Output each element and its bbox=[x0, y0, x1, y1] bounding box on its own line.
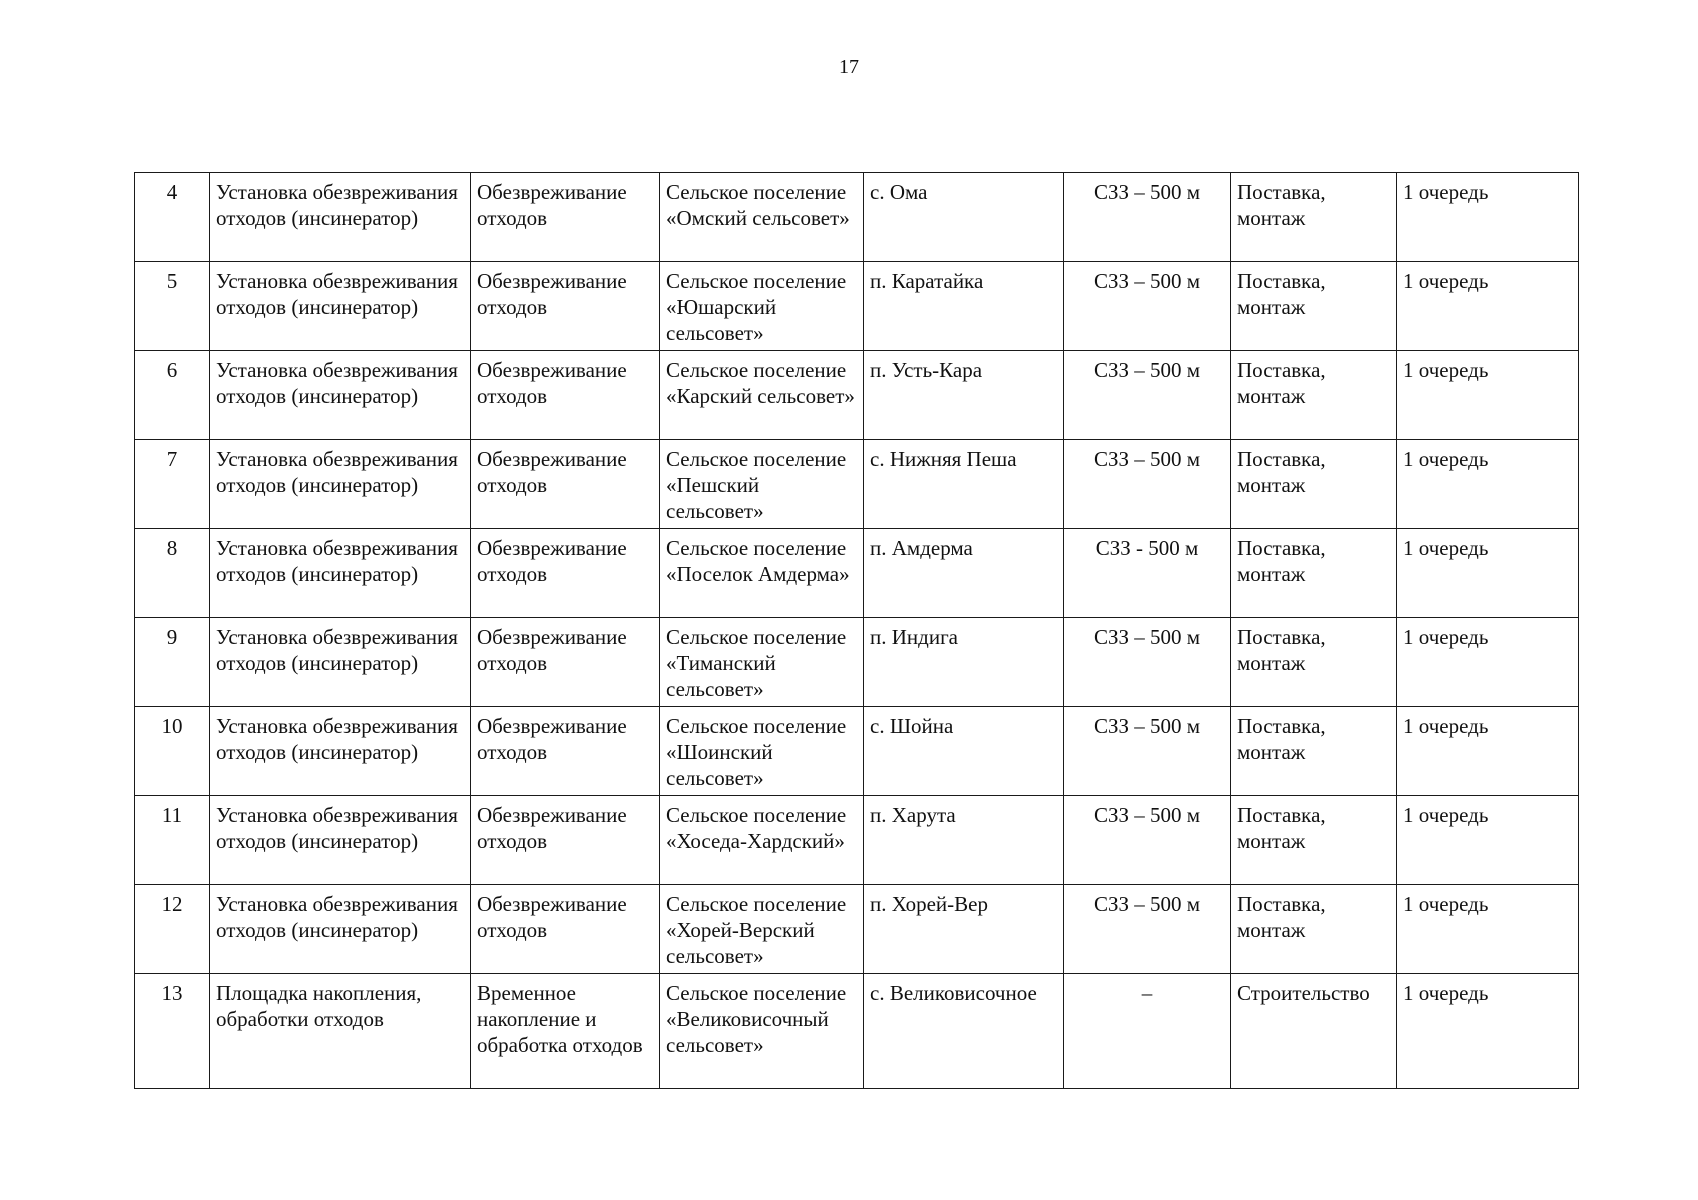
cell-municipality: Сельское поселение «Омский сельсовет» bbox=[660, 173, 864, 262]
cell-sanitary-zone: СЗЗ – 500 м bbox=[1064, 173, 1231, 262]
cell-settlement: с. Шойна bbox=[864, 707, 1064, 796]
cell-stage: 1 очередь bbox=[1397, 885, 1579, 974]
cell-number: 8 bbox=[135, 529, 210, 618]
cell-object: Установка обезвреживания отходов (инсинератор) bbox=[210, 440, 471, 529]
cell-stage: 1 очередь bbox=[1397, 173, 1579, 262]
cell-settlement: п. Усть-Кара bbox=[864, 351, 1064, 440]
cell-municipality: Сельское поселение «Хоседа-Хардский» bbox=[660, 796, 864, 885]
table-row bbox=[135, 885, 1579, 974]
cell-municipality: Сельское поселение «Великовисочный сельсовет» bbox=[660, 974, 864, 1089]
cell-settlement: п. Харута bbox=[864, 796, 1064, 885]
cell-stage: 1 очередь bbox=[1397, 351, 1579, 440]
cell-work-type: Поставка, монтаж bbox=[1231, 262, 1397, 351]
cell-number: 9 bbox=[135, 618, 210, 707]
cell-sanitary-zone: СЗЗ - 500 м bbox=[1064, 529, 1231, 618]
cell-number: 7 bbox=[135, 440, 210, 529]
cell-settlement: с. Великовисочное bbox=[864, 974, 1064, 1089]
cell-stage: 1 очередь bbox=[1397, 262, 1579, 351]
cell-number: 6 bbox=[135, 351, 210, 440]
cell-purpose: Обезвреживание отходов bbox=[471, 618, 660, 707]
cell-work-type: Поставка, монтаж bbox=[1231, 707, 1397, 796]
cell-stage: 1 очередь bbox=[1397, 618, 1579, 707]
cell-object: Площадка накопления, обработки отходов bbox=[210, 974, 471, 1089]
cell-municipality: Сельское поселение «Тиманский сельсовет» bbox=[660, 618, 864, 707]
cell-work-type: Поставка, монтаж bbox=[1231, 440, 1397, 529]
cell-stage: 1 очередь bbox=[1397, 707, 1579, 796]
table-row bbox=[135, 707, 1579, 796]
table-row bbox=[135, 974, 1579, 1089]
cell-work-type: Поставка, монтаж bbox=[1231, 529, 1397, 618]
cell-settlement: с. Ома bbox=[864, 173, 1064, 262]
cell-number: 11 bbox=[135, 796, 210, 885]
cell-settlement: п. Индига bbox=[864, 618, 1064, 707]
cell-number: 13 bbox=[135, 974, 210, 1089]
cell-purpose: Обезвреживание отходов bbox=[471, 262, 660, 351]
cell-purpose: Временное накопление и обработка отходов bbox=[471, 974, 660, 1089]
cell-sanitary-zone: СЗЗ – 500 м bbox=[1064, 707, 1231, 796]
facilities-table bbox=[134, 172, 1579, 1089]
cell-object: Установка обезвреживания отходов (инсинератор) bbox=[210, 351, 471, 440]
cell-number: 4 bbox=[135, 173, 210, 262]
cell-object: Установка обезвреживания отходов (инсинератор) bbox=[210, 707, 471, 796]
cell-purpose: Обезвреживание отходов bbox=[471, 173, 660, 262]
cell-purpose: Обезвреживание отходов bbox=[471, 351, 660, 440]
cell-purpose: Обезвреживание отходов bbox=[471, 707, 660, 796]
cell-work-type: Строительство bbox=[1231, 974, 1397, 1089]
table-row bbox=[135, 262, 1579, 351]
page-number: 17 bbox=[839, 56, 859, 78]
cell-number: 5 bbox=[135, 262, 210, 351]
cell-municipality: Сельское поселение «Пешский сельсовет» bbox=[660, 440, 864, 529]
cell-sanitary-zone: СЗЗ – 500 м bbox=[1064, 262, 1231, 351]
cell-municipality: Сельское поселение «Юшарский сельсовет» bbox=[660, 262, 864, 351]
cell-work-type: Поставка, монтаж bbox=[1231, 796, 1397, 885]
cell-sanitary-zone: СЗЗ – 500 м bbox=[1064, 618, 1231, 707]
cell-number: 10 bbox=[135, 707, 210, 796]
table-row bbox=[135, 618, 1579, 707]
cell-settlement: п. Хорей-Вер bbox=[864, 885, 1064, 974]
cell-work-type: Поставка, монтаж bbox=[1231, 351, 1397, 440]
table-body bbox=[135, 173, 1579, 1089]
cell-object: Установка обезвреживания отходов (инсинератор) bbox=[210, 796, 471, 885]
cell-sanitary-zone: СЗЗ – 500 м bbox=[1064, 885, 1231, 974]
cell-purpose: Обезвреживание отходов bbox=[471, 529, 660, 618]
cell-purpose: Обезвреживание отходов bbox=[471, 440, 660, 529]
table-row bbox=[135, 440, 1579, 529]
cell-sanitary-zone: СЗЗ – 500 м bbox=[1064, 796, 1231, 885]
cell-purpose: Обезвреживание отходов bbox=[471, 885, 660, 974]
cell-object: Установка обезвреживания отходов (инсинератор) bbox=[210, 262, 471, 351]
cell-sanitary-zone: СЗЗ – 500 м bbox=[1064, 440, 1231, 529]
cell-settlement: с. Нижняя Пеша bbox=[864, 440, 1064, 529]
cell-stage: 1 очередь bbox=[1397, 796, 1579, 885]
table-row bbox=[135, 796, 1579, 885]
cell-municipality: Сельское поселение «Карский сельсовет» bbox=[660, 351, 864, 440]
cell-object: Установка обезвреживания отходов (инсинератор) bbox=[210, 173, 471, 262]
cell-work-type: Поставка, монтаж bbox=[1231, 173, 1397, 262]
table-row bbox=[135, 529, 1579, 618]
cell-object: Установка обезвреживания отходов (инсинератор) bbox=[210, 885, 471, 974]
cell-object: Установка обезвреживания отходов (инсинератор) bbox=[210, 529, 471, 618]
cell-settlement: п. Каратайка bbox=[864, 262, 1064, 351]
cell-municipality: Сельское поселение «Шоинский сельсовет» bbox=[660, 707, 864, 796]
table-row bbox=[135, 173, 1579, 262]
cell-work-type: Поставка, монтаж bbox=[1231, 885, 1397, 974]
cell-sanitary-zone: – bbox=[1064, 974, 1231, 1089]
cell-stage: 1 очередь bbox=[1397, 440, 1579, 529]
cell-number: 12 bbox=[135, 885, 210, 974]
cell-settlement: п. Амдерма bbox=[864, 529, 1064, 618]
cell-sanitary-zone: СЗЗ – 500 м bbox=[1064, 351, 1231, 440]
cell-municipality: Сельское поселение «Поселок Амдерма» bbox=[660, 529, 864, 618]
cell-stage: 1 очередь bbox=[1397, 529, 1579, 618]
cell-municipality: Сельское поселение «Хорей-Верский сельсовет» bbox=[660, 885, 864, 974]
cell-work-type: Поставка, монтаж bbox=[1231, 618, 1397, 707]
table-row bbox=[135, 351, 1579, 440]
cell-purpose: Обезвреживание отходов bbox=[471, 796, 660, 885]
cell-stage: 1 очередь bbox=[1397, 974, 1579, 1089]
cell-object: Установка обезвреживания отходов (инсинератор) bbox=[210, 618, 471, 707]
